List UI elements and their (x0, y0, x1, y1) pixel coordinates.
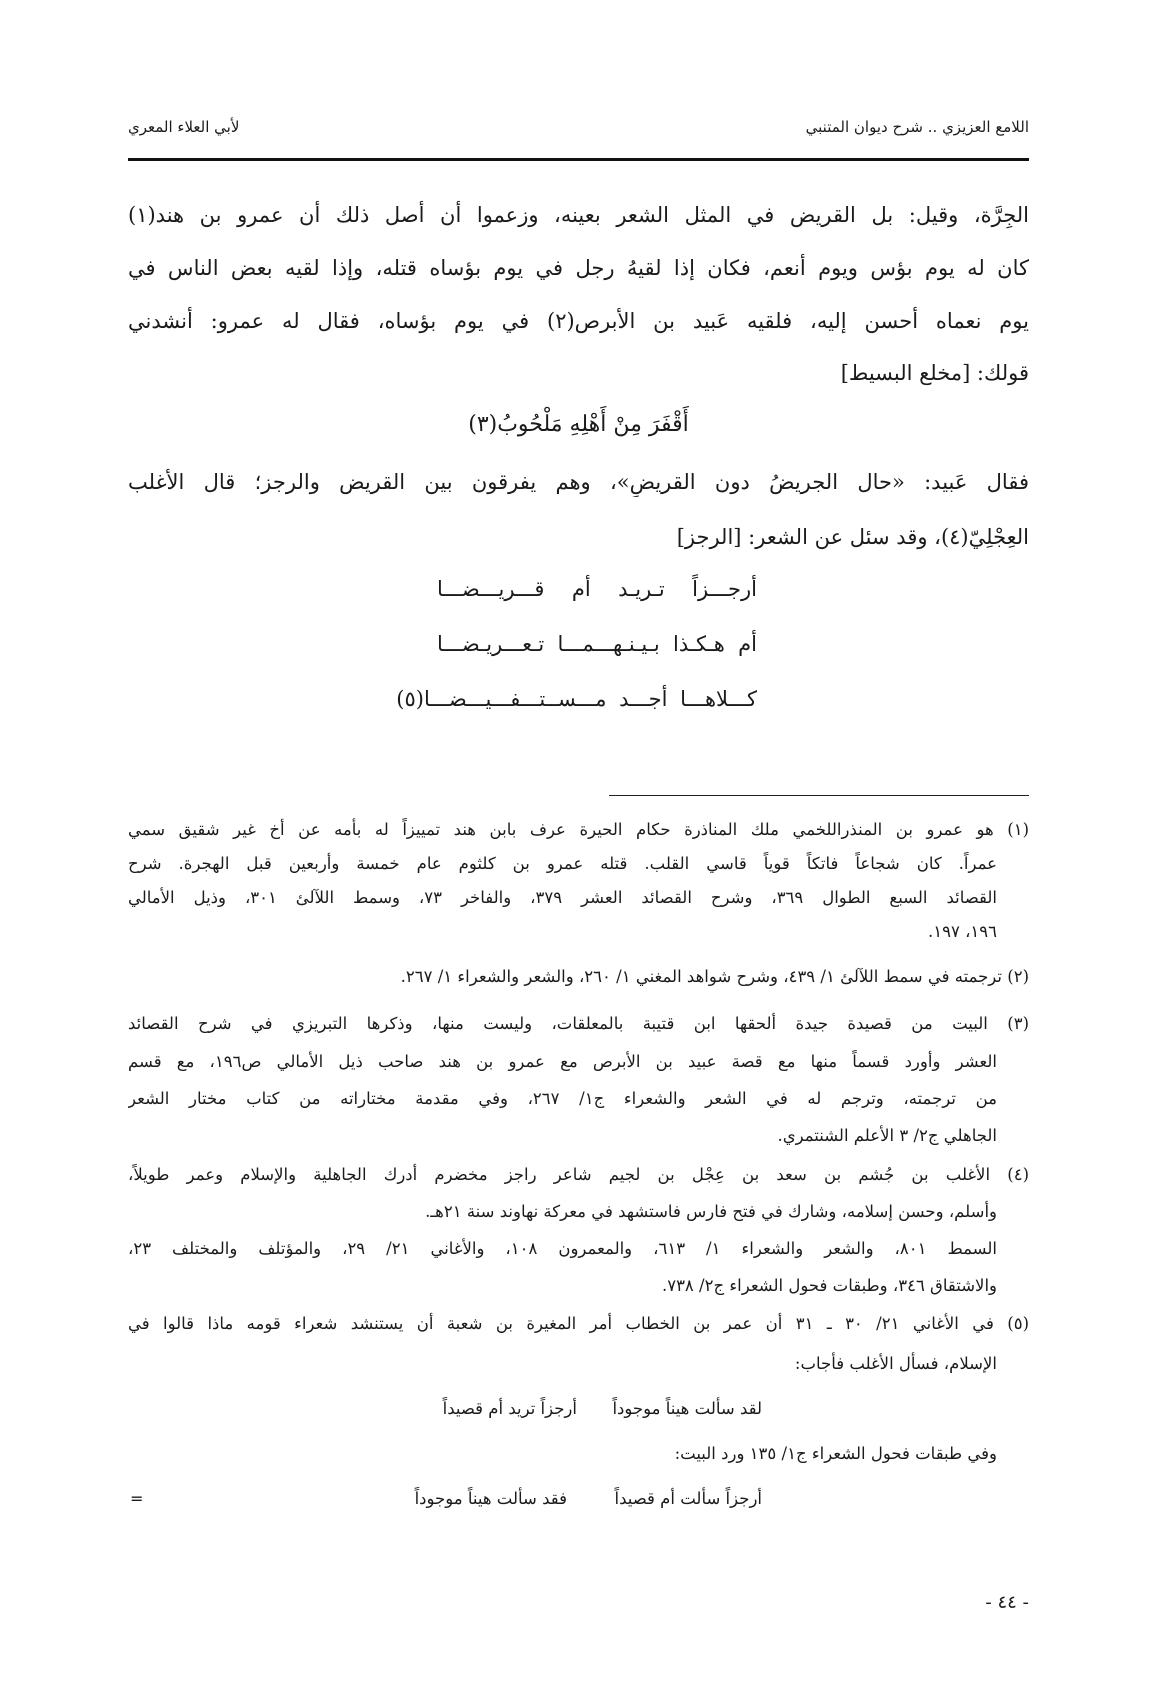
footnote-line: والاشتقاق ٣٤٦، وطبقات فحول الشعراء ج٢/ ٧٣٨. (661, 1276, 997, 1295)
footnote-verse-hemistich: فقد سألت هيناً موجوداً (414, 1489, 567, 1508)
footnote-line: وفي طبقات فحول الشعراء ج١/ ١٣٥ ورد البيت: (674, 1444, 997, 1463)
footnote-line: السمط ٨٠١، والشعر والشعراء ١/ ٦١٣، والمعمرون ١٠٨، والأغاني ٢١/ ٢٩، والمؤتلف والمختلف ٢٣، (128, 1239, 997, 1258)
rajaz-line: أم هـكـذا بـيـنـهـــمـــا تـعـــريـضـــا (437, 632, 757, 656)
running-header-title: اللامع العزيزي .. شرح ديوان المتنبي (805, 118, 1029, 136)
footnote-line: القصائد السبع الطوال ٣٦٩، وشرح القصائد العشر ٣٧٩، والفاخر ٧٣، وسمط اللآلئ ٣٠١، وذيل الأمالي (128, 888, 997, 907)
footnote-line: من ترجمته، وترجم له في الشعر والشعراء ج١/ ٢٦٧، وفي مقدمة مختاراته من كتاب مختار الشعر (128, 1089, 997, 1108)
header-rule (128, 158, 1029, 161)
footnote-verse-hemistich: أرجزاً سألت أم قصيداً (614, 1489, 762, 1508)
body-line: كان له يوم بؤس ويوم أنعم، فكان إذا لقيهُ رجل في يوم بؤساه قتله، وإذا لقيه بعض الناس في (128, 256, 1029, 280)
footnote-line: عمراً. كان شجاعاً فاتكاً قوياً قاسي القلب. قتله عمرو بن كلثوم عام خمسة وأربعين قبل الهجرة. شرح (128, 854, 997, 873)
footnote-line: (٣) البيت من قصيدة جيدة ألحقها ابن قتيبة بالمعلقات، وليست منها، وذكرها التبريزي في شرح القصائد (128, 1014, 1029, 1033)
footnote-verse-hemistich: أرجزاً تريد أم قصيداً (442, 1399, 577, 1418)
body-line: فقال عَبيد: «حال الجريضُ دون القريضِ»، وهم يفرقون بين القريض والرجز؛ قال الأغلب (128, 470, 1029, 494)
page-number: - ٤٤ - (985, 1592, 1029, 1613)
footnote-line: (٢) ترجمته في سمط اللآلئ ١/ ٤٣٩، وشرح شواهد المغني ١/ ٢٦٠، والشعر والشعراء ١/ ٢٦٧. (400, 967, 1029, 986)
rajaz-line: أرجـــزاً تـريـد أم قـــريـــضـــا (437, 577, 757, 601)
body-line: العِجْلِيّ(٤)، وقد سئل عن الشعر: [الرجز] (676, 525, 1029, 549)
footnote-line: ١٩٦، ١٩٧. (927, 922, 997, 941)
continuation-mark: = (130, 1489, 144, 1508)
footnote-line: الإسلام، فسأل الأغلب فأجاب: (794, 1354, 997, 1373)
body-line: قولك: [مخلع البسيط] (840, 361, 1029, 385)
footnote-line: الجاهلي ج٢/ ٣ الأعلم الشنتمري. (777, 1126, 997, 1145)
running-header-author: لأبي العلاء المعري (128, 118, 240, 136)
footnote-line: العشر وأورد قسماً منها مع قصة عبيد بن الأبرص مع عمرو بن هند صاحب ذيل الأمالي ص١٩٦، مع قسم (128, 1052, 997, 1071)
footnote-line: (٤) الأغلب بن جُشم بن سعد بن عِجْل بن لجيم شاعر راجز مخضرم أدرك الجاهلية والإسلام وعمر طويلاً، (128, 1165, 1029, 1184)
body-line: الجِرَّة، وقيل: بل القريض في المثل الشعر بعينه، وزعموا أن أصل ذلك أن عمرو بن هند(١) (128, 203, 1029, 227)
footnote-verse-hemistich: لقد سألت هيناً موجوداً (612, 1399, 762, 1418)
footnote-separator (609, 795, 1029, 796)
footnote-line: (٥) في الأغاني ٢١/ ٣٠ ـ ٣١ أن عمر بن الخطاب أمر المغيرة بن شعبة أن يستنشد شعراء قومه ماذا قالوا في (128, 1314, 1029, 1333)
verse-line: أَقْفَرَ مِنْ أَهْلِهِ مَلْحُوبُ(٣) (468, 412, 689, 437)
rajaz-line: كـــلاهـــا أجـــد مـــســتـــفـــيـــضـــا(٥) (396, 687, 757, 711)
body-line: يوم نعماه أحسن إليه، فلقيه عَبيد بن الأبرص(٢) في يوم بؤساه، فقال له عمرو: أنشدني (128, 309, 1029, 333)
footnote-line: وأسلم، وحسن إسلامه، وشارك في فتح فارس فاستشهد في معركة نهاوند سنة ٢١هـ. (425, 1202, 997, 1221)
footnote-line: (١) هو عمرو بن المنذراللخمي ملك المناذرة حكام الحيرة عرف بابن هند تمييزاً له بأمه عن أخ غير شقيق سمي (128, 820, 1029, 839)
